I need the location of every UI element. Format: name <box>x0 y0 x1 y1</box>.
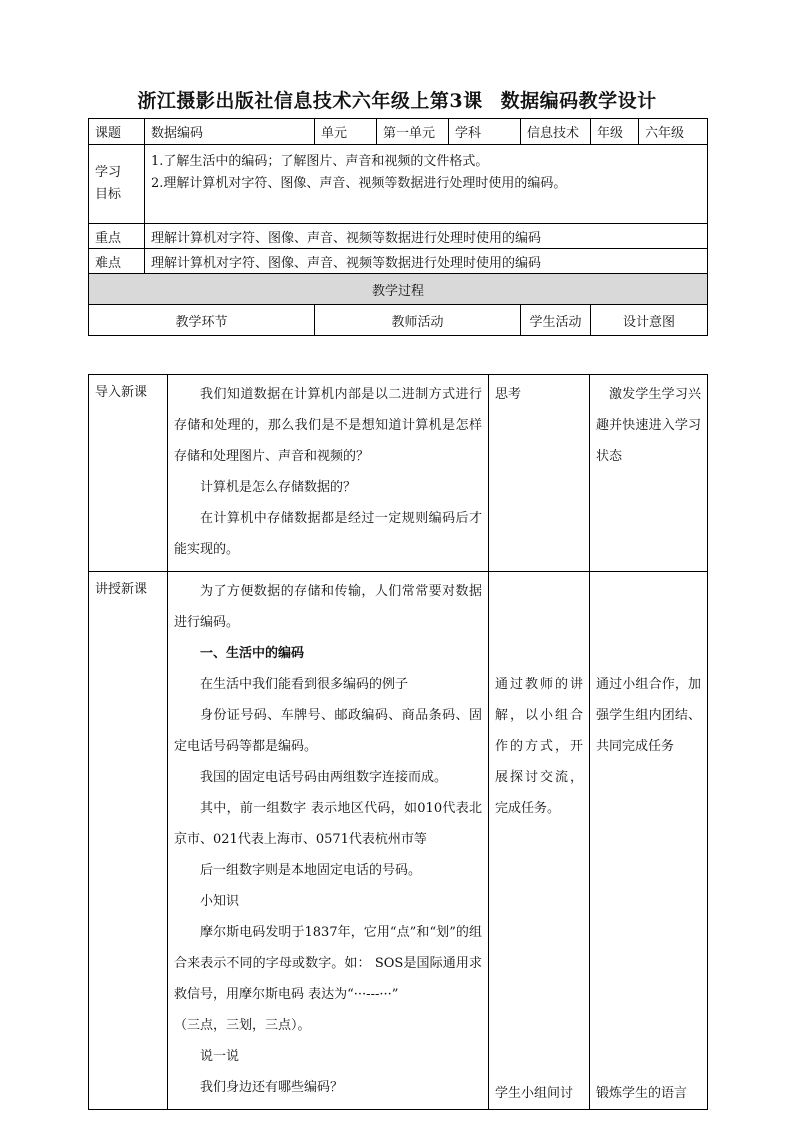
goal-item: 2.理解计算机对字符、图像、声音、视频等数据进行处理时使用的编码。 <box>151 176 567 191</box>
grade-value: 六年级 <box>639 119 708 145</box>
course-label: 课题 <box>89 119 145 145</box>
column-stage: 教学环节 <box>89 305 315 336</box>
title-topic: 数据编码教学设计 <box>500 90 657 112</box>
lecture-heading: 一、生活中的编码 <box>200 646 305 661</box>
key-point-row <box>89 224 708 249</box>
lecture-paragraph: 在生活中我们能看到很多编码的例子 <box>200 677 409 692</box>
lecture-intent-text-2: 锻炼学生的语言 <box>596 1086 688 1101</box>
lecture-paragraph: 其中，前一组数字 表示地区代码，如010代表北京市、021代表上海市、0571代表杭州市等 <box>174 801 482 847</box>
goals-label-line2: 目标 <box>95 187 122 202</box>
intro-teacher-paragraph: 在计算机中存储数据都是经过一定规则编码后才能实现的。 <box>174 511 482 557</box>
lesson-plan-table <box>88 118 708 336</box>
lecture-stage: 讲授新课 <box>89 572 168 1110</box>
lecture-paragraph: 为了方便数据的存储和传输，人们常常要对数据进行编码。 <box>174 584 482 630</box>
difficulty-text: 理解计算机对字符、图像、声音、视频等数据进行处理时使用的编码 <box>145 249 708 274</box>
intro-design-intent: 激发学生学习兴趣并快速进入学习状态 <box>590 375 708 572</box>
course-value: 数据编码 <box>145 119 315 145</box>
column-intent: 设计意图 <box>591 305 708 336</box>
grade-label: 年级 <box>591 119 639 145</box>
goal-item: 1.了解生活中的编码；了解图片、声音和视频的文件格式。 <box>151 154 489 169</box>
intro-student-activity: 思考 <box>489 375 590 572</box>
intro-teacher-activity <box>168 375 489 572</box>
intro-stage: 导入新课 <box>89 375 168 572</box>
lecture-paragraph: 后一组数字则是本地固定电话的号码。 <box>200 863 422 878</box>
subject-value: 信息技术 <box>521 119 591 145</box>
lecture-student-text: 通过教师的讲解，以小组合作的方式，开展探讨交流，完成任务。 <box>495 677 583 816</box>
goals-label <box>89 145 145 224</box>
lecture-design-intent <box>590 572 708 1110</box>
lecture-student-activity <box>489 572 590 1110</box>
process-column-header <box>89 305 708 336</box>
goals-row <box>89 145 708 224</box>
goals-label-line1: 学习 <box>95 165 122 180</box>
intro-teacher-paragraph: 计算机是怎么存储数据的？ <box>200 480 357 495</box>
unit-value: 第一单元 <box>377 119 449 145</box>
lecture-paragraph: 我们身边还有哪些编码？ <box>200 1080 344 1095</box>
unit-label: 单元 <box>315 119 377 145</box>
goals-text <box>145 145 708 224</box>
subject-label: 学科 <box>449 119 521 145</box>
difficulty-row <box>89 249 708 274</box>
lecture-teacher-activity <box>168 572 489 1110</box>
process-body-table <box>88 374 708 1110</box>
title-main: 浙江摄影出版社信息技术六年级上第3课 <box>137 90 483 112</box>
key-point-text: 理解计算机对字符、图像、声音、视频等数据进行处理时使用的编码 <box>145 224 708 249</box>
key-point-label: 重点 <box>89 224 145 249</box>
lecture-paragraph: 摩尔斯电码发明于1837年，它用“点”和“划”的组合来表示不同的字母或数字。如： SOS是国际通用求救信号，用摩尔斯电码 表达为“···---···” <box>174 925 482 1002</box>
intro-row <box>89 375 708 572</box>
column-teacher: 教师活动 <box>315 305 521 336</box>
lecture-paragraph: 我国的固定电话号码由两组数字连接而成。 <box>200 770 448 785</box>
column-student: 学生活动 <box>521 305 591 336</box>
header-row <box>89 119 708 145</box>
lecture-paragraph: 小知识 <box>200 894 240 909</box>
lecture-paragraph: 身份证号码、车牌号、邮政编码、商品条码、固定电话号码等都是编码。 <box>174 708 482 754</box>
document-title <box>0 86 794 113</box>
lecture-paragraph: （三点，三划，三点）。 <box>174 1018 311 1033</box>
process-section-title: 教学过程 <box>89 274 708 305</box>
lecture-intent-text: 通过小组合作，加强学生组内团结、共同完成任务 <box>596 677 701 754</box>
lecture-row <box>89 572 708 1110</box>
lecture-student-text-2: 学生小组间讨 <box>495 1086 574 1101</box>
lecture-paragraph: 说一说 <box>200 1049 240 1064</box>
process-section-row <box>89 274 708 305</box>
intro-teacher-paragraph: 我们知道数据在计算机内部是以二进制方式进行存储和处理的，那么我们是不是想知道计算机是怎样存储和处理图片、声音和视频的？ <box>174 387 482 464</box>
difficulty-label: 难点 <box>89 249 145 274</box>
